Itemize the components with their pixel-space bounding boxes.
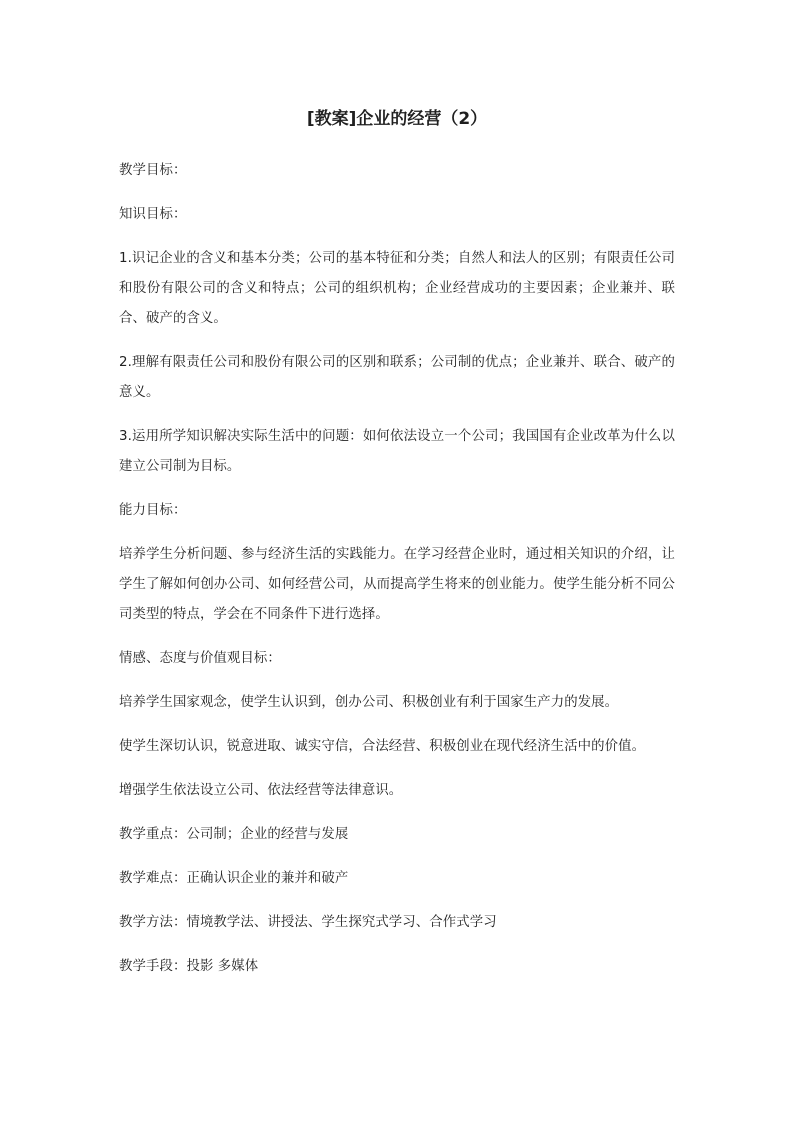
document-title: [教案]企业的经营（2）: [306, 109, 488, 129]
document-body: [119, 156, 675, 996]
teaching-methods: 教学方法：情境教学法、讲授法、学生探究式学习、合作式学习: [119, 915, 497, 930]
knowledge-goal-3: 3.运用所学知识解决实际生活中的问题：如何依法设立一个公司；我国国有企业改革为什么以建立公司制为目标。: [119, 429, 675, 474]
knowledge-goal-1: 1.识记企业的含义和基本分类；公司的基本特征和分类；自然人和法人的区别；有限责任公司和股份有限公司的含义和特点；公司的组织机构；企业经营成功的主要因素；企业兼并、联合、破产的含义。: [119, 251, 675, 326]
teaching-means: 教学手段：投影 多媒体: [119, 959, 259, 974]
values-goal-2: 使学生深切认识，锐意进取、诚实守信，合法经营、积极创业在现代经济生活中的价值。: [119, 739, 646, 754]
heading-ability-goals: 能力目标：: [119, 503, 187, 518]
teaching-focus: 教学重点：公司制；企业的经营与发展: [119, 827, 349, 842]
heading-knowledge-goals: 知识目标：: [119, 207, 187, 222]
heading-teaching-goals: 教学目标：: [119, 163, 187, 178]
values-goal-1: 培养学生国家观念，使学生认识到，创办公司、积极创业有利于国家生产力的发展。: [119, 695, 619, 710]
knowledge-goal-2: 2.理解有限责任公司和股份有限公司的区别和联系；公司制的优点；企业兼并、联合、破产的意义。: [119, 355, 675, 400]
ability-goal-text: 培养学生分析问题、参与经济生活的实践能力。在学习经营企业时，通过相关知识的介绍，让学生了解如何创办公司、如何经营公司，从而提高学生将来的创业能力。使学生能分析不同公司类型的特点，学会在不同条件下进行选择。: [119, 547, 675, 622]
teaching-difficulty: 教学难点：正确认识企业的兼并和破产: [119, 871, 349, 886]
heading-values-goals: 情感、态度与价值观目标：: [119, 651, 281, 666]
values-goal-3: 增强学生依法设立公司、依法经营等法律意识。: [119, 783, 403, 798]
